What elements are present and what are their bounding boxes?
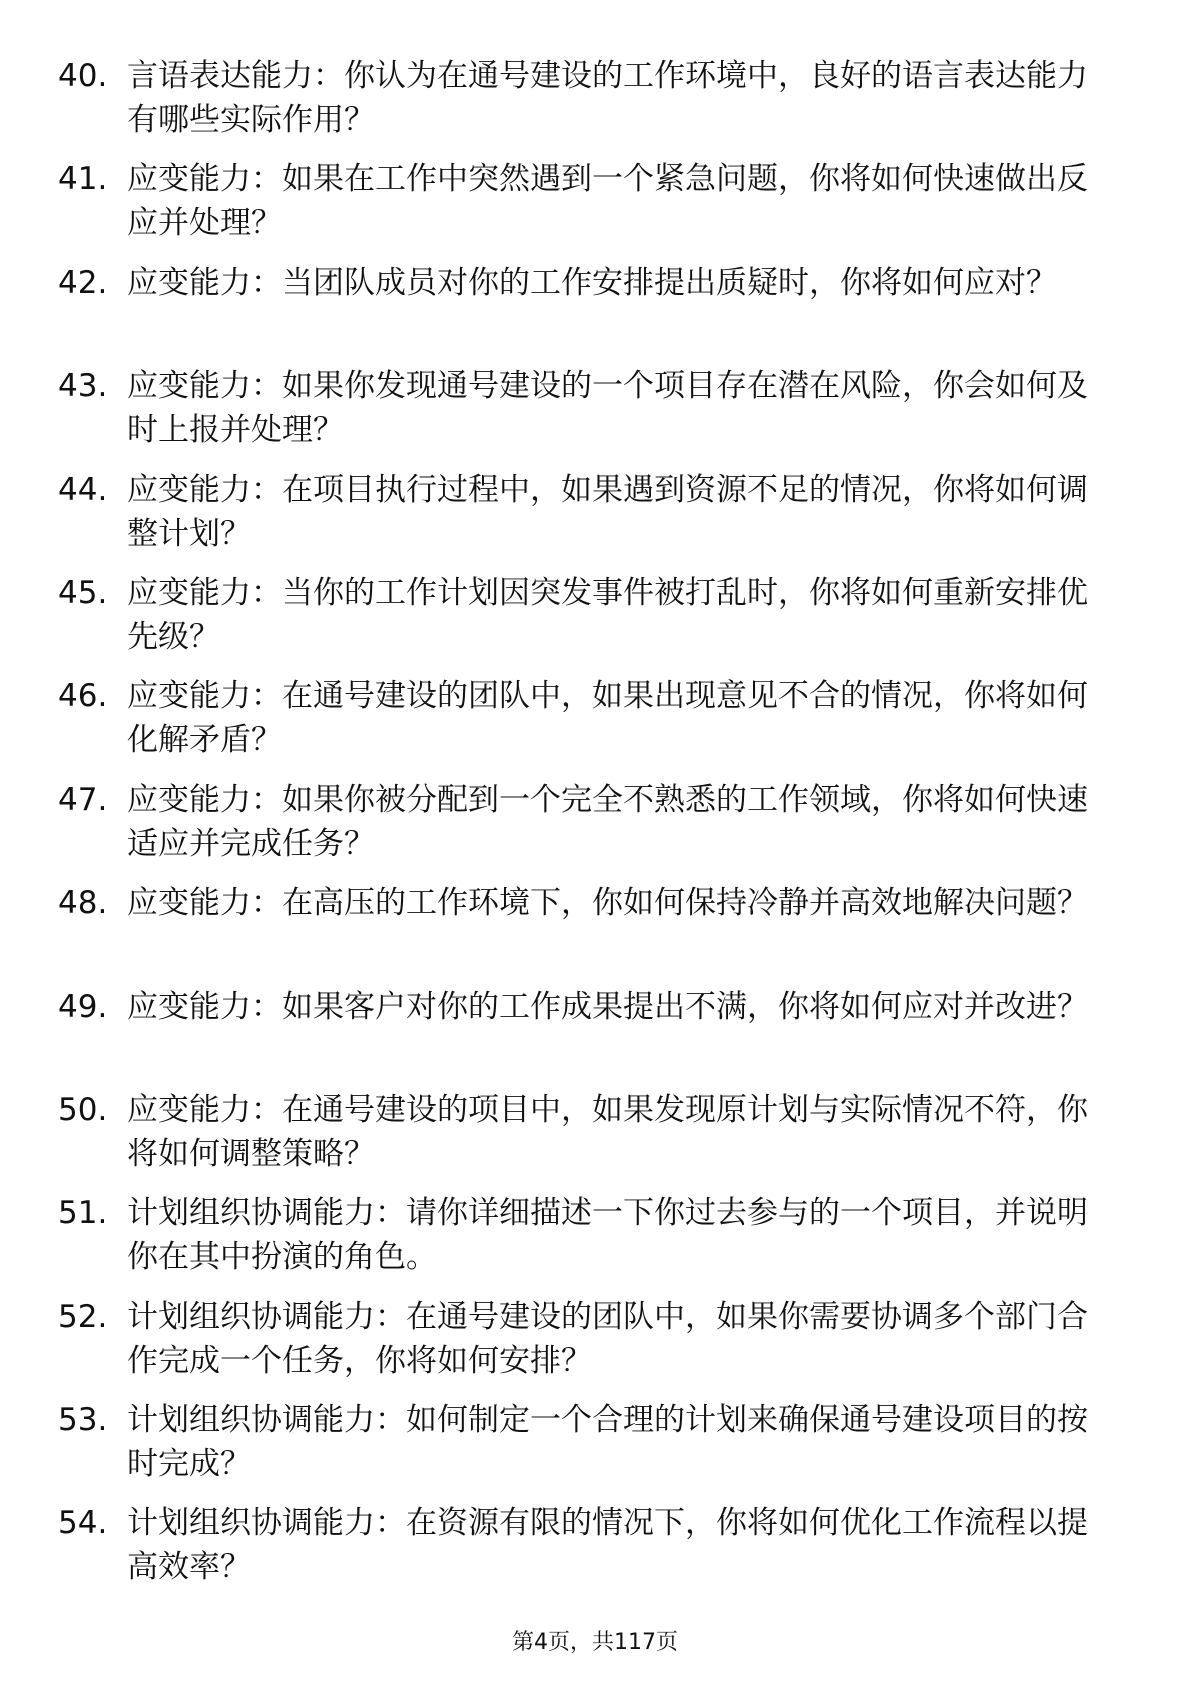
question-item	[0, 1295, 1190, 1389]
question-number: 44.	[58, 471, 108, 508]
question-item	[0, 985, 1190, 1079]
question-item	[0, 778, 1190, 872]
question-text: 言语表达能力：你认为在通号建设的工作环境中，良好的语言表达能力有哪些实际作用？	[127, 58, 1088, 138]
question-item	[0, 674, 1190, 768]
question-item	[0, 571, 1190, 665]
question-text: 计划组织协调能力：在资源有限的情况下，你将如何优化工作流程以提高效率？	[127, 1505, 1088, 1586]
question-text: 应变能力：在通号建设的团队中，如果出现意见不合的情况，你将如何化解矛盾？	[127, 678, 1088, 759]
question-number: 41.	[58, 161, 108, 198]
question-number: 51.	[58, 1195, 108, 1232]
question-text: 应变能力：如果在工作中突然遇到一个紧急问题，你将如何快速做出反应并处理？	[127, 161, 1088, 242]
question-number: 47.	[58, 781, 108, 818]
question-item	[0, 364, 1190, 458]
question-list	[0, 54, 1190, 1605]
question-number: 53.	[58, 1402, 108, 1439]
question-number: 50.	[58, 1091, 108, 1128]
question-text: 应变能力：如果你发现通号建设的一个项目存在潜在风险，你会如何及时上报并处理？	[127, 368, 1088, 449]
question-text: 应变能力：当你的工作计划因突发事件被打乱时，你将如何重新安排优先级？	[127, 574, 1088, 655]
question-number: 54.	[58, 1505, 108, 1542]
question-text: 计划组织协调能力：在通号建设的团队中，如果你需要协调多个部门合作完成一个任务，你将如何安排？	[127, 1298, 1088, 1379]
question-text: 计划组织协调能力：如何制定一个合理的计划来确保通号建设项目的按时完成？	[127, 1402, 1088, 1483]
question-text: 应变能力：在项目执行过程中，如果遇到资源不足的情况，你将如何调整计划？	[127, 471, 1088, 552]
question-item	[0, 54, 1190, 148]
question-text: 应变能力：当团队成员对你的工作安排提出质疑时，你将如何应对？	[127, 264, 1057, 301]
question-number: 49.	[58, 988, 108, 1025]
question-item	[0, 468, 1190, 562]
question-item	[0, 881, 1190, 975]
question-number: 52.	[58, 1298, 108, 1335]
question-text: 应变能力：如果你被分配到一个完全不熟悉的工作领域，你将如何快速适应并完成任务？	[127, 781, 1088, 862]
question-number: 40.	[58, 58, 108, 94]
question-item	[0, 1398, 1190, 1492]
question-text: 应变能力：在高压的工作环境下，你如何保持冷静并高效地解决问题？	[127, 885, 1088, 922]
question-item	[0, 1191, 1190, 1285]
question-number: 46.	[58, 678, 108, 715]
question-text: 应变能力：在通号建设的项目中，如果发现原计划与实际情况不符，你将如何调整策略？	[127, 1091, 1088, 1172]
question-number: 42.	[58, 264, 108, 301]
question-item	[0, 1088, 1190, 1182]
question-text: 计划组织协调能力：请你详细描述一下你过去参与的一个项目，并说明你在其中扮演的角色。	[127, 1195, 1088, 1276]
question-text: 应变能力：如果客户对你的工作成果提出不满，你将如何应对并改进？	[127, 988, 1088, 1025]
question-number: 43.	[58, 368, 108, 405]
page-number-footer: 第4页，共117页	[512, 1630, 678, 1655]
question-item	[0, 157, 1190, 251]
question-item	[0, 1501, 1190, 1595]
question-item	[0, 261, 1190, 355]
question-number: 48.	[58, 885, 108, 922]
question-number: 45.	[58, 574, 108, 611]
